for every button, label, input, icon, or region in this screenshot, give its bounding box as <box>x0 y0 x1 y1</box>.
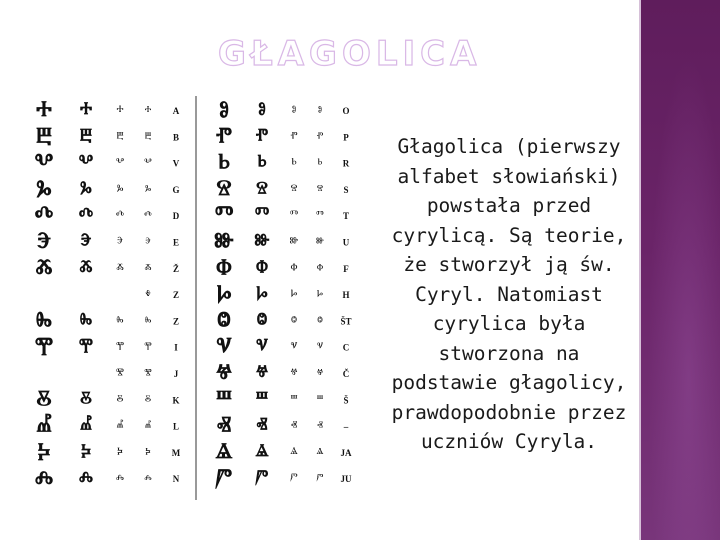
slide-body-text: Głagolica (pierwszy alfabet słowiański) powstała przed cyrylicą. Są teorie, że stworzył ją św. Cyryl. Natomiast cyrylica była stworzona na podstawie głagolicy, prawdopodobnie przez uczniów Cyryla. <box>391 135 627 453</box>
glagolitic-glyph: ⱁ <box>291 103 297 118</box>
glagolitic-glyph: ⱄ <box>290 181 298 197</box>
glagolitic-glyph: ⱇ <box>290 260 298 276</box>
glagolitic-glyph: Ⱈ <box>256 283 268 304</box>
glagolitic-glyph: Ⰻ <box>36 386 52 412</box>
latin-letter: P <box>343 132 349 143</box>
glagolitic-glyph: Ⰸ <box>79 309 93 330</box>
glagolitic-glyph: ⱃ <box>291 155 297 171</box>
glagolitic-glyph: ⰾ <box>115 471 125 487</box>
glagolitic-glyph: Ⱈ <box>216 281 232 307</box>
latin-letter: Ž <box>172 263 180 274</box>
glagolitic-glyph: Ⱍ <box>255 362 269 382</box>
latin-letter: D <box>172 211 180 222</box>
glagolitic-glyph: ⱁ <box>317 103 323 117</box>
glagolitic-glyph: Ⰶ <box>35 254 53 280</box>
glagolitic-glyph: ⱓ <box>290 471 298 487</box>
glagolitic-glyph: ⰼ <box>144 418 152 433</box>
glagolitic-glyph: ⱂ <box>316 129 324 144</box>
glagolitic-glyph: ⰲ <box>144 155 152 170</box>
glagolitic-alphabet-image <box>28 92 366 504</box>
glagolitic-glyph: ⱏ <box>317 418 323 433</box>
glagolitic-glyph: ⰻ <box>116 392 124 408</box>
glagolitic-glyph: Ⱏ <box>256 414 268 435</box>
glagolitic-glyph: Ⱌ <box>256 335 268 356</box>
glagolitic-glyph: ⰵ <box>145 234 151 249</box>
glagolitic-glyph: Ⰶ <box>79 256 93 277</box>
glagolitic-glyph: Ⱇ <box>216 254 232 280</box>
glagolitic-glyph: Ⱑ <box>215 438 233 464</box>
glagolitic-glyph: Ⱅ <box>214 202 234 228</box>
glagolitic-glyph: Ⱃ <box>218 149 230 175</box>
latin-letter: Z <box>172 290 180 301</box>
glagolitic-glyph: ⰵ <box>116 234 124 250</box>
glagolitic-glyph: ⱌ <box>316 339 324 354</box>
glagolitic-glyph: Ⱁ <box>218 97 230 122</box>
latin-letter: C <box>342 342 350 353</box>
glagolitic-glyph: ⱓ <box>316 471 324 486</box>
latin-letter: S <box>343 184 349 195</box>
glagolitic-glyph: Ⱎ <box>255 388 269 409</box>
glagolitic-glyph: Ⱍ <box>215 360 233 385</box>
latin-letter: T <box>342 211 350 222</box>
latin-letter: Č <box>342 369 350 379</box>
glagolitic-glyph: Ⰹ <box>78 335 94 356</box>
glagolitic-glyph: ⰹ <box>115 339 125 355</box>
glagolitic-glyph: ⱎ <box>316 392 324 407</box>
glagolitic-glyph: Ⰱ <box>35 123 53 149</box>
glagolitic-glyph: ⰰ <box>116 103 124 118</box>
glagolitic-glyph: Ⱌ <box>216 333 232 359</box>
glagolitic-glyph: ⰳ <box>144 181 152 196</box>
latin-letter: L <box>172 421 180 432</box>
glagolitic-glyph: Ⰵ <box>36 228 52 254</box>
glagolitic-glyph: ⱄ <box>316 181 324 196</box>
glagolitic-glyph: Ⱆ <box>254 230 270 251</box>
glagolitic-glyph: Ⱓ <box>255 467 269 488</box>
glagolitic-glyph: ⰽ <box>117 444 123 460</box>
decorative-side-band <box>641 0 720 540</box>
glagolitic-glyph: Ⱂ <box>215 123 233 149</box>
latin-letter: A <box>172 106 180 116</box>
glagolitic-glyph: Ⰼ <box>79 414 93 435</box>
glagolitic-glyph: Ⰰ <box>36 97 52 122</box>
latin-letter: F <box>343 263 349 274</box>
glagolitic-glyph: ⰶ <box>144 260 152 275</box>
glagolitic-glyph: ⰱ <box>144 129 152 144</box>
glagolitic-glyph: ⰺ <box>144 366 152 380</box>
latin-letter: H <box>342 290 350 301</box>
glagolitic-glyph: Ⰻ <box>80 388 92 409</box>
glagolitic-glyph: Ⰽ <box>37 438 51 464</box>
glagolitic-glyph: Ⰸ <box>35 307 53 333</box>
glagolitic-glyph: Ⱉ <box>256 309 268 330</box>
glagolitic-glyph: ⱌ <box>290 339 298 355</box>
glagolitic-glyph: ⱆ <box>289 234 299 250</box>
latin-letter: G <box>172 184 180 195</box>
glagolitic-glyph: Ⱅ <box>254 204 270 225</box>
latin-letter: E <box>172 237 180 248</box>
glagolitic-glyph: Ⰹ <box>34 333 54 359</box>
side-band-glow <box>641 0 720 540</box>
glagolitic-glyph: ⰱ <box>116 129 124 145</box>
glagolitic-glyph: ⰸ <box>144 313 152 328</box>
glagolitic-glyph: Ⰾ <box>34 465 54 491</box>
glagolitic-glyph: ⰸ <box>116 313 124 329</box>
glagolitic-glyph: Ⰲ <box>34 149 54 175</box>
glagolitic-glyph: ⰴ <box>144 208 152 223</box>
glagolitic-glyph: ⰰ <box>144 103 152 117</box>
glagolitic-glyph: Ⱁ <box>258 99 266 119</box>
glagolitic-glyph: Ⱏ <box>216 412 232 438</box>
latin-letter: K <box>172 395 180 406</box>
latin-letter: JU <box>340 474 352 485</box>
glagolitic-glyph: ⰺ <box>115 366 125 381</box>
glagolitic-glyph: Ⱂ <box>255 125 269 146</box>
glagolitic-glyph: ⱆ <box>315 234 325 249</box>
glagolitic-glyph: ⰲ <box>115 155 125 171</box>
glagolitic-glyph: ⱉ <box>290 313 298 329</box>
glagolitic-glyph: ⱑ <box>316 444 324 459</box>
glagolitic-glyph: Ⰽ <box>81 440 91 461</box>
latin-letter: N <box>172 474 180 485</box>
glagolitic-glyph: ⱅ <box>316 208 324 223</box>
latin-letter: J <box>173 369 179 379</box>
latin-letter: R <box>342 158 350 169</box>
latin-letter: ŠT <box>340 316 352 327</box>
glagolitic-glyph: ⱂ <box>290 129 298 145</box>
glagolitic-glyph: Ⱄ <box>216 175 232 201</box>
latin-letter: V <box>172 158 180 169</box>
glagolitic-glyph: Ⱓ <box>215 465 233 491</box>
glagolitic-glyph: ⱈ <box>316 287 324 302</box>
glagolitic-glyph: ⰽ <box>145 444 151 459</box>
glagolitic-glyph: ⱉ <box>317 313 323 328</box>
glagolitic-glyph: ⰹ <box>144 339 152 354</box>
glagolitic-glyph: ⱑ <box>290 444 298 460</box>
latin-letter: – <box>343 421 349 432</box>
slide-title: GŁAGOLICA <box>218 34 482 74</box>
glagolitic-glyph: ⱅ <box>289 208 299 224</box>
glagolitic-glyph: Ⱃ <box>257 151 267 172</box>
glagolitic-glyph: ⰷ <box>145 287 151 302</box>
latin-letter: M <box>171 447 181 458</box>
glagolitic-glyph: Ⱉ <box>217 307 231 333</box>
glagolitic-glyph: Ⰴ <box>78 204 94 225</box>
glagolitic-glyph: Ⱄ <box>256 177 268 198</box>
glagolitic-glyph: Ⰰ <box>79 99 93 119</box>
glagolitic-glyph: Ⰾ <box>78 467 94 488</box>
glagolitic-glyph: ⰴ <box>115 208 125 224</box>
glagolitic-alphabet-table <box>28 92 366 504</box>
glagolitic-glyph: ⰶ <box>116 260 124 276</box>
glagolitic-glyph: ⰳ <box>116 181 124 197</box>
glagolitic-glyph: ⱎ <box>290 392 298 408</box>
latin-letter: O <box>342 106 350 116</box>
glagolitic-glyph: Ⰵ <box>80 230 92 251</box>
latin-letter: JA <box>340 447 352 458</box>
glagolitic-glyph: ⱈ <box>290 287 298 303</box>
glagolitic-glyph: ⱍ <box>290 366 298 381</box>
glagolitic-glyph: ⱃ <box>317 155 323 170</box>
glagolitic-glyph: Ⰳ <box>80 177 92 198</box>
latin-letter: I <box>174 342 178 353</box>
glagolitic-glyph: Ⰴ <box>34 202 54 228</box>
glagolitic-glyph: ⱇ <box>316 260 324 275</box>
glagolitic-glyph: Ⰳ <box>36 175 52 201</box>
glagolitic-glyph: ⰼ <box>116 418 124 434</box>
glagolitic-glyph: ⱍ <box>316 366 324 380</box>
glagolitic-glyph: Ⰲ <box>78 151 94 172</box>
latin-letter: Z <box>172 316 180 327</box>
glagolitic-glyph: ⰾ <box>144 471 152 486</box>
glagolitic-glyph: ⰻ <box>144 392 152 407</box>
glagolitic-glyph: Ⱑ <box>255 440 269 461</box>
glagolitic-glyph: Ⱆ <box>214 228 234 254</box>
latin-letter: U <box>342 237 350 248</box>
latin-letter: Š <box>343 395 349 406</box>
glagolitic-glyph: Ⰱ <box>79 125 93 146</box>
glagolitic-glyph: Ⱇ <box>255 256 269 277</box>
latin-letter: B <box>172 132 180 143</box>
glagolitic-glyph: Ⱎ <box>215 386 233 412</box>
glagolitic-glyph: ⱏ <box>290 418 298 434</box>
glagolitic-glyph: Ⰼ <box>36 412 52 438</box>
